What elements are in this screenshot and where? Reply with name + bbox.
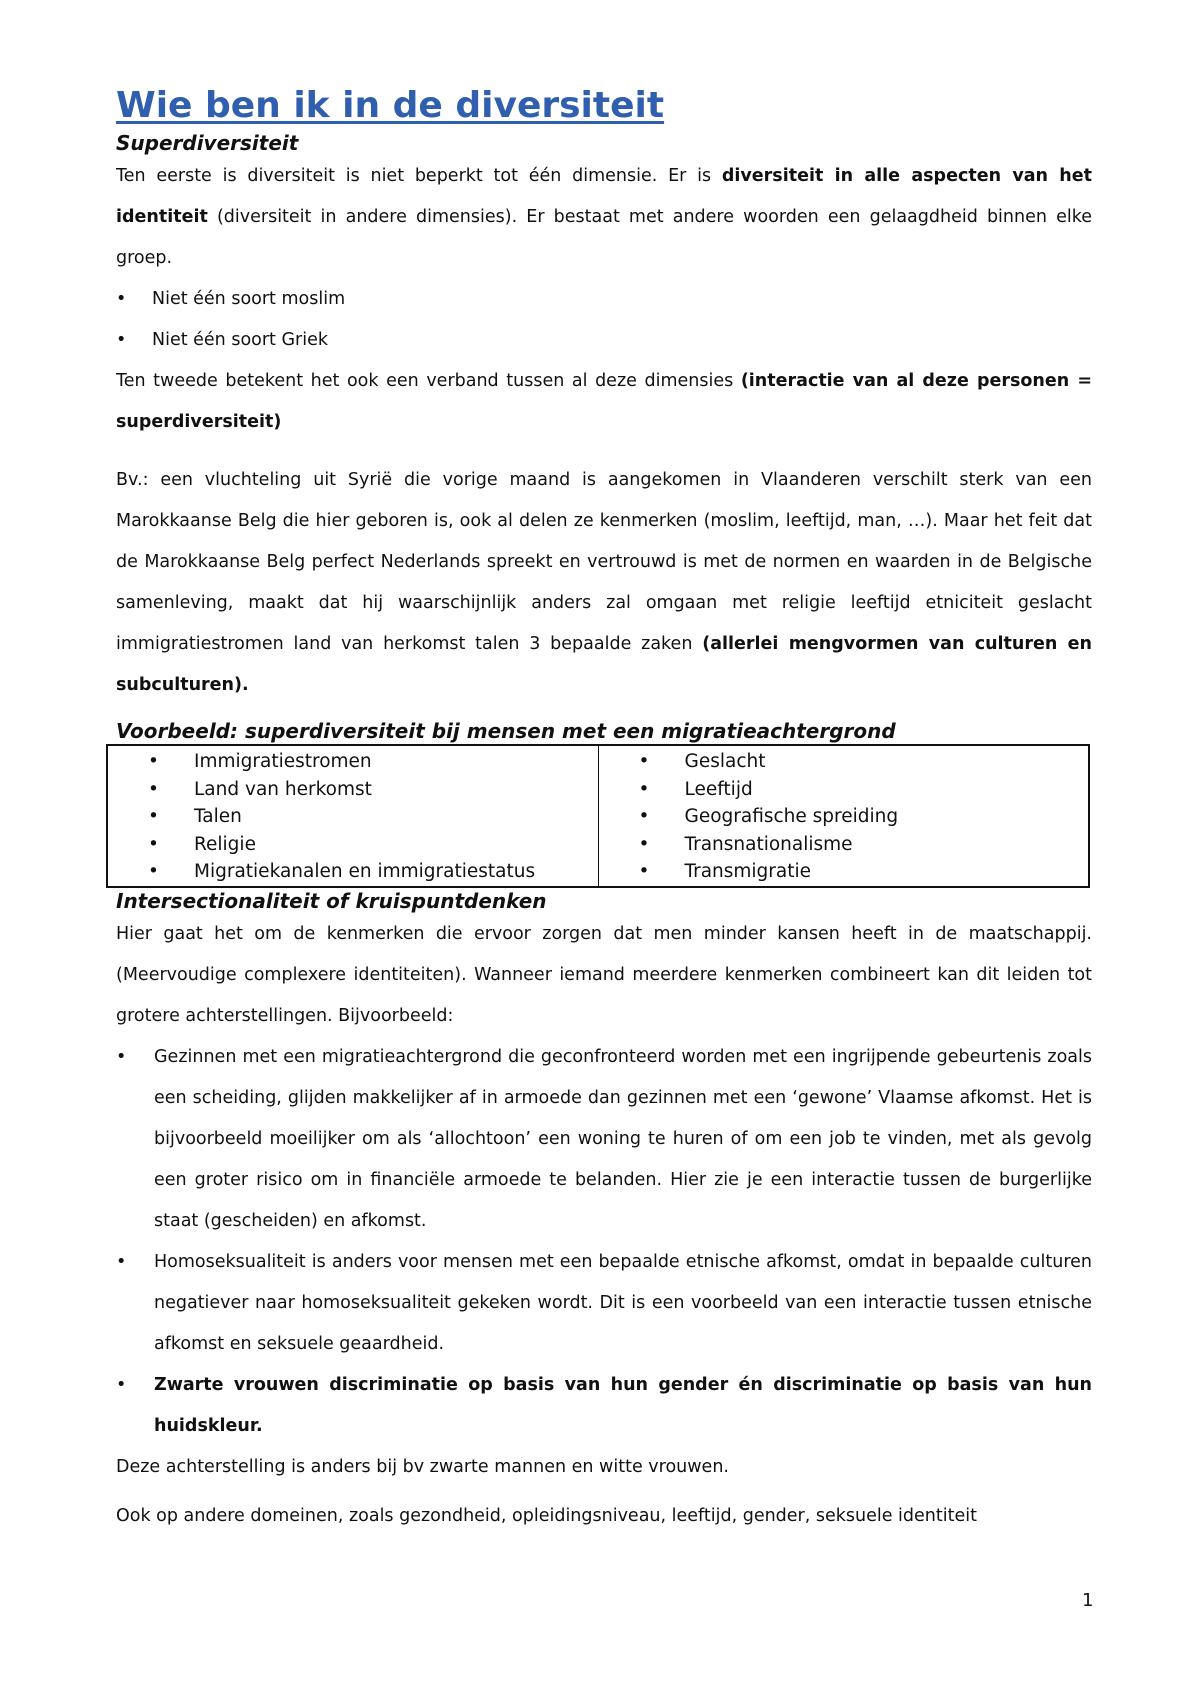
bullet-icon: • (638, 806, 650, 827)
list-item (639, 831, 1089, 859)
list-item (116, 1037, 1092, 1242)
list-item-text: Niet één soort moslim (152, 289, 346, 309)
bullet-icon: • (116, 289, 127, 309)
list-item (148, 858, 598, 886)
page-number: 1 (1082, 1590, 1094, 1611)
bullet-icon: • (148, 778, 159, 800)
bullet-icon: • (148, 861, 159, 882)
document-page (116, 82, 1092, 1529)
list-item-text: Talen (194, 806, 242, 827)
list-item (148, 803, 598, 831)
list-item (148, 776, 598, 804)
bullet-icon: • (116, 1251, 127, 1272)
list-item-text: Migratiekanalen en immigratiestatus (194, 861, 536, 882)
text-run: Ten tweede betekent het ook een verband tussen al deze dimensies (116, 371, 741, 391)
page-title: Wie ben ik in de diversiteit (116, 85, 665, 126)
list-item-text: Niet één soort Griek (152, 330, 328, 350)
paragraph-intersectionaliteit: Hier gaat het om de kenmerken die ervoor zorgen dat men minder kansen heeft in de maatschappij. (Meervoudige complexere identiteiten). Wanneer iemand meerdere kenmerken combineert kan dit leiden tot grotere achterstellingen. Bijvoorbeeld: (116, 923, 1092, 1026)
paragraph-example (116, 460, 1092, 706)
list-item (639, 776, 1089, 804)
bullet-icon: • (148, 806, 159, 827)
bullet-icon: • (148, 833, 159, 855)
bullet-icon: • (638, 861, 650, 882)
bullet-icon: • (116, 1046, 127, 1067)
list-item-text: Gezinnen met een migratieachtergrond die geconfronteerd worden met een ingrijpende gebeurtenis zoals een scheiding, glijden makkelijker af in armoede dan gezinnen met een ‘gewone’ Vlaamse afkomst. Het is bijvoorbeeld moeilijker om als ‘allochtoon’ een woning te huren of om een job te vinden, met als gevolg een groter risico om in financiële armoede te belanden. Hier zie je een interactie tussen de burgerlijke staat (gescheiden) en afkomst. (154, 1046, 1092, 1231)
list-item (639, 858, 1089, 886)
list-item (116, 1365, 1092, 1447)
dimensions-table (106, 744, 1090, 888)
list-item-text: Land van herkomst (194, 778, 372, 800)
list-item (116, 1242, 1092, 1365)
list-item-text: Leeftijd (684, 778, 753, 800)
list-item-text: Immigratiestromen (194, 751, 372, 772)
section-heading-intersectionaliteit: Intersectionaliteit of kruispuntdenken (116, 888, 547, 913)
bullet-icon: • (638, 751, 650, 772)
section-heading-superdiversiteit: Superdiversiteit (116, 131, 299, 155)
list-item-text: Geografische spreiding (684, 806, 899, 827)
bullet-icon: • (116, 1374, 127, 1395)
bullet-icon: • (638, 778, 650, 800)
list-item (148, 831, 598, 859)
bold-text-run: (interactie van al deze personen = superdiversiteit) (116, 371, 1092, 432)
bullet-icon: • (638, 833, 650, 855)
text-run: (diversiteit in andere dimensies). Er bestaat met andere woorden een gelaagdheid binnen elke groep. (116, 207, 1092, 268)
table-column-left (107, 745, 598, 887)
list-item-text: Geslacht (684, 751, 766, 772)
list-item-text: Zwarte vrouwen discriminatie op basis van hun gender én discriminatie op basis van hun huidskleur. (154, 1374, 1092, 1436)
list-item-text: Homoseksualiteit is anders voor mensen met een bepaalde etnische afkomst, omdat in bepaalde culturen negatiever naar homoseksualiteit gekeken wordt. Dit is een voorbeeld van een interactie tussen etnische afkomst en seksuele geaardheid. (154, 1251, 1092, 1354)
paragraph-domeinen: Ook op andere domeinen, zoals gezondheid, opleidingsniveau, leeftijd, gender, seksuele identiteit (116, 1505, 977, 1526)
list-item (116, 279, 1092, 320)
text-run: Bv.: een vluchteling uit Syrië die vorige maand is aangekomen in Vlaanderen verschilt sterk van een Marokkaanse Belg die hier geboren is, ook al delen ze kenmerken (moslim, leeftijd, man, …). Maar het feit dat de Marokkaanse Belg perfect Nederlands spreekt en vertrouwd is met de normen en waarden in de Belgische samenleving, maakt dat hij waarschijnlijk anders zal omgaan met religie leeftijd etniciteit geslacht immigratiestromen land van herkomst talen 3 bepaalde zaken (116, 470, 1092, 654)
bullet-icon: • (148, 751, 159, 772)
list-item-text: Transnationalisme (684, 833, 853, 855)
bold-text-run: (allerlei mengvormen van culturen en subculturen). (116, 634, 1092, 695)
list-item-text: Transmigratie (684, 861, 812, 882)
table-column-right (598, 745, 1089, 887)
list-item (116, 320, 1092, 361)
paragraph-achterstelling: Deze achterstelling is anders bij bv zwarte mannen en witte vrouwen. (116, 1456, 729, 1477)
list-item (639, 803, 1089, 831)
example-list (116, 1037, 1092, 1447)
list-item (148, 748, 598, 776)
text-run: Ten eerste is diversiteit is niet beperkt tot één dimensie. Er is (116, 166, 722, 186)
section-heading-voorbeeld: Voorbeeld: superdiversiteit bij mensen met een migratieachtergrond (116, 719, 896, 743)
bullet-icon: • (116, 330, 127, 350)
list-item-text: Religie (194, 833, 256, 855)
bold-text-run: diversiteit in alle aspecten van het identiteit (116, 166, 1092, 227)
paragraph-superdiversiteit-1 (116, 156, 1092, 279)
list-item (639, 748, 1089, 776)
paragraph-superdiversiteit-2 (116, 361, 1092, 443)
